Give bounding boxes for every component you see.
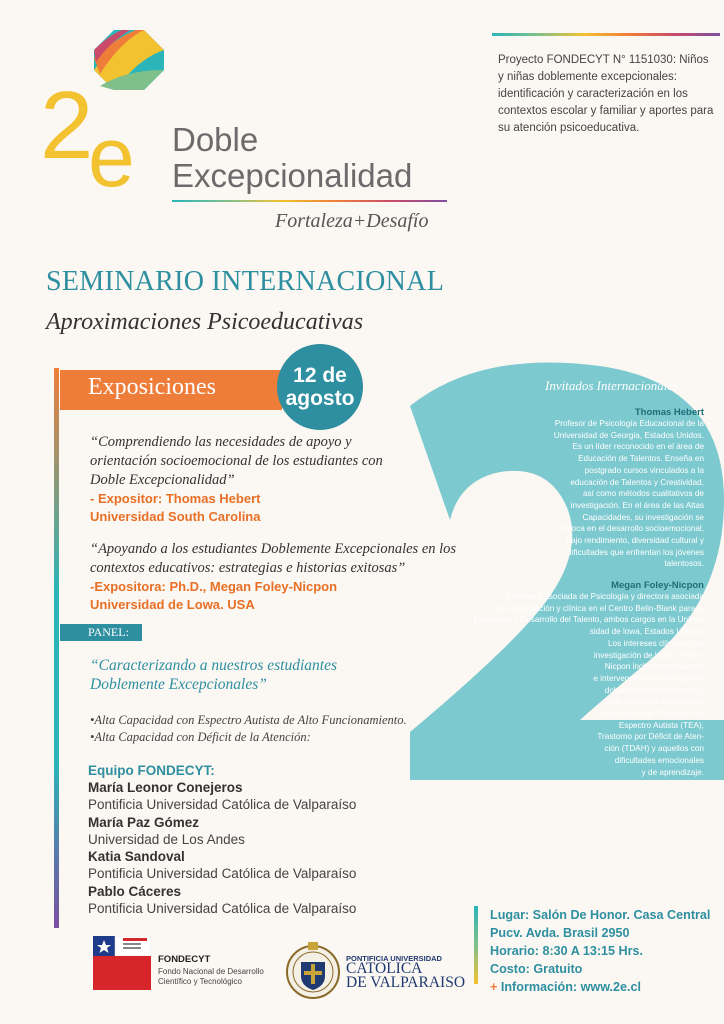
seminar-title: SEMINARIO INTERNACIONAL <box>46 266 445 297</box>
date-badge <box>277 344 363 430</box>
talk-institution: Universidad South Carolina <box>90 509 261 524</box>
fondecyt-description: Fondo Nacional de Desarrollo Científico y Tecnológico <box>158 967 264 986</box>
logo-line-2: Excepcionalidad <box>172 157 413 194</box>
seminar-subtitle: Aproximaciones Psicoeducativas <box>46 309 364 335</box>
panel-label: PANEL: <box>60 624 142 641</box>
event-hours: Horario: 8:30 A 13:15 Hrs. <box>490 944 644 958</box>
2e-logo-icon <box>40 30 170 190</box>
svg-text:2: 2 <box>40 72 94 179</box>
list-item: •Alta Capacidad con Déficit de la Atención: <box>90 730 311 744</box>
talk-1 <box>90 433 390 526</box>
event-address: Pucv. Avda. Brasil 2950 <box>490 926 630 940</box>
date-day: 12 de <box>293 364 347 387</box>
puc-line-3: DE VALPARAISO <box>346 974 466 991</box>
event-more-info[interactable] <box>490 978 716 996</box>
event-cost: Costo: Gratuito <box>490 962 583 976</box>
puc-seal-icon <box>286 940 340 1000</box>
logo-line-1: Doble <box>172 121 259 158</box>
event-location: Lugar: Salón De Honor. Casa Central <box>490 908 711 922</box>
team-member-affiliation: Pontificia Universidad Católica de Valparaíso <box>88 866 357 882</box>
team-member-name: Pablo Cáceres <box>88 883 182 899</box>
panel-title: “Caracterizando a nuestros estudiantes Doblemente Excepcionales” <box>90 657 338 693</box>
svg-text:e: e <box>88 110 135 190</box>
plus-icon: + <box>490 980 501 994</box>
guest-name: Thomas Hebert <box>634 407 704 418</box>
team-member-name: María Paz Gómez <box>88 814 200 830</box>
exposiciones-label: Exposiciones <box>88 374 216 400</box>
team-member-name: Katia Sandoval <box>88 849 185 865</box>
event-info <box>474 906 716 1018</box>
talk-speaker: -Expositora: Ph.D., Megan Foley-Nicpon <box>90 579 338 594</box>
fondecyt-logo-icon <box>93 936 151 990</box>
team-member-affiliation: Pontificia Universidad Católica de Valparaíso <box>88 797 357 813</box>
talk-title: “Apoyando a los estudiantes Doblemente Excepcionales en los contextos educativos: estrategias e historias exitosas” <box>90 541 457 576</box>
guest-megan <box>440 580 704 778</box>
guest-thomas <box>520 407 704 570</box>
talk-title: “Comprendiendo las necesidades de apoyo y orientación socioemocional de los estudiantes con Doble Excepcionalidad” <box>90 434 383 488</box>
talk-2 <box>90 540 465 614</box>
more-info-link[interactable]: Información: www.2e.cl <box>500 980 642 994</box>
panel-items <box>90 712 407 746</box>
top-right-rule <box>492 33 720 36</box>
logo-tagline: Fortaleza+Desafío <box>275 210 429 232</box>
team-list <box>88 779 356 917</box>
team-member-affiliation: Pontificia Universidad Católica de Valparaíso <box>88 901 357 917</box>
guest-bio: Profesora asociada de Psicología y directora asociada de investigación y clínica en el Centro Belin-Blank para la Educación y Desarrollo del Talento, ambos cargos en la Univer- sidad de lowa, Estados Unidos. Los intereses clínicos y de investigación de la Dra. Foley- Nicpon incluyen evaluación e intervención con estudiantes doblemente excepcionales, particularmente estudiantes talentosos con Trastorno del Espectro Autista (TEA), Trastorno por Déficit de Aten- ción (TDAH) y aquellos con dificultades emocionales y de aprendizaje. <box>473 592 704 777</box>
fondecyt-name: FONDECYT <box>158 954 211 965</box>
list-item: •Alta Capacidad con Espectro Autista de Alto Funcionamiento. <box>90 713 407 727</box>
team-heading: Equipo FONDECYT: <box>88 763 215 778</box>
puc-line-1: PONTIFICIA UNIVERSIDAD <box>346 954 442 963</box>
project-description: Proyecto FONDECYT N° 1151030: Niños y niñas doblemente excepcionales: identificación y caracterización en los contextos escolar y familiar y aportes para su atención psicoeducativa. <box>498 54 714 134</box>
guest-name: Megan Foley-Nicpon <box>611 580 704 591</box>
puc-line-2: CATOLICA <box>346 960 423 977</box>
talk-institution: Universidad de Lowa. USA <box>90 597 255 612</box>
event-info-accent-bar <box>474 906 478 984</box>
guests-heading: Invitados Internacionales <box>545 378 679 393</box>
logo-underline <box>172 200 447 202</box>
date-month: agosto <box>285 387 355 410</box>
talk-speaker: - Expositor: Thomas Hebert <box>90 491 261 506</box>
left-accent-bar <box>54 368 59 928</box>
team-member-affiliation: Universidad de Los Andes <box>88 831 245 847</box>
guest-bio: Profesor de Psicología Educacional de la Universidad de Georgia, Estados Unidos. Es un líder reconocido en el área de Educación de Talentos. Enseña en postgrado cursos vinculados a la educación de Talentos y Creatividad, así como métodos cualitativos de investigación. En el área de las Altas Capacidades, su investigación se enfoca en el desarrollo socioemocional, bajo rendimiento, diversidad cultural y dificultades que enfrentan los jóvenes talentosos. <box>553 419 704 569</box>
team-member-name: María Leonor Conejeros <box>88 780 243 795</box>
